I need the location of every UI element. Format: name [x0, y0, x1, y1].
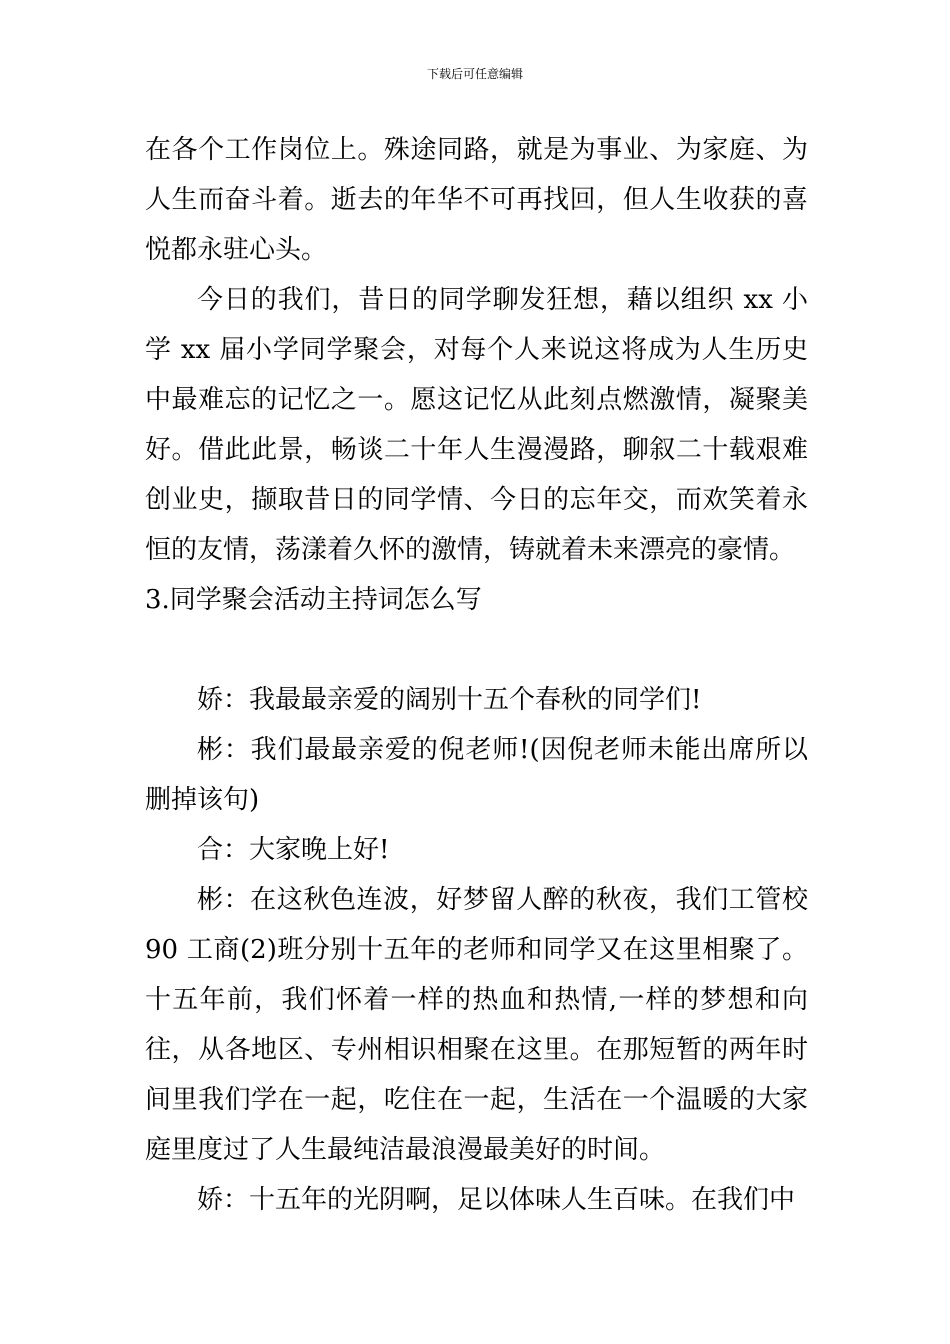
- paragraph-2: 今日的我们，昔日的同学聊发狂想，藉以组织 xx 小学 xx 届小学同学聚会，对每个人来说这将成为人生历史中最难忘的记忆之一。愿这记忆从此刻点燃激情，凝聚美好。借此此景，畅谈二十年人生漫漫路，聊叙二十载艰难创业史，撷取昔日的同学情、今日的忘年交，而欢笑着永恒的友情，荡漾着久怀的激情，铸就着未来漂亮的豪情。: [145, 285, 808, 565]
- paragraph-4: 彬：我们最最亲爱的倪老师!(因倪老师未能出席所以删掉该句): [145, 735, 808, 815]
- section-spacer: [145, 625, 808, 675]
- paragraph-7: 娇：十五年的光阴啊，足以体味人生百味。在我们中: [197, 1185, 796, 1215]
- document-body: [145, 125, 808, 1225]
- page-header: 下载后可任意编辑: [426, 67, 523, 81]
- paragraph-5: 合：大家晚上好!: [197, 835, 390, 865]
- paragraph-1: 在各个工作岗位上。殊途同路，就是为事业、为家庭、为人生而奋斗着。逝去的年华不可再找回，但人生收获的喜悦都永驻心头。: [145, 135, 808, 265]
- paragraph-6: 彬：在这秋色连波，好梦留人醉的秋夜，我们工管校 90 工商(2)班分别十五年的老师和同学又在这里相聚了。十五年前，我们怀着一样的热血和热情,一样的梦想和向往，从各地区、专州相识相聚在这里。在那短暂的两年时间里我们学在一起，吃住在一起，生活在一个温暖的大家庭里度过了人生最纯洁最浪漫最美好的时间。: [145, 885, 808, 1165]
- paragraph-3: 娇：我最最亲爱的阔别十五个春秋的同学们!: [197, 685, 702, 715]
- section-heading: 3.同学聚会活动主持词怎么写: [145, 585, 482, 615]
